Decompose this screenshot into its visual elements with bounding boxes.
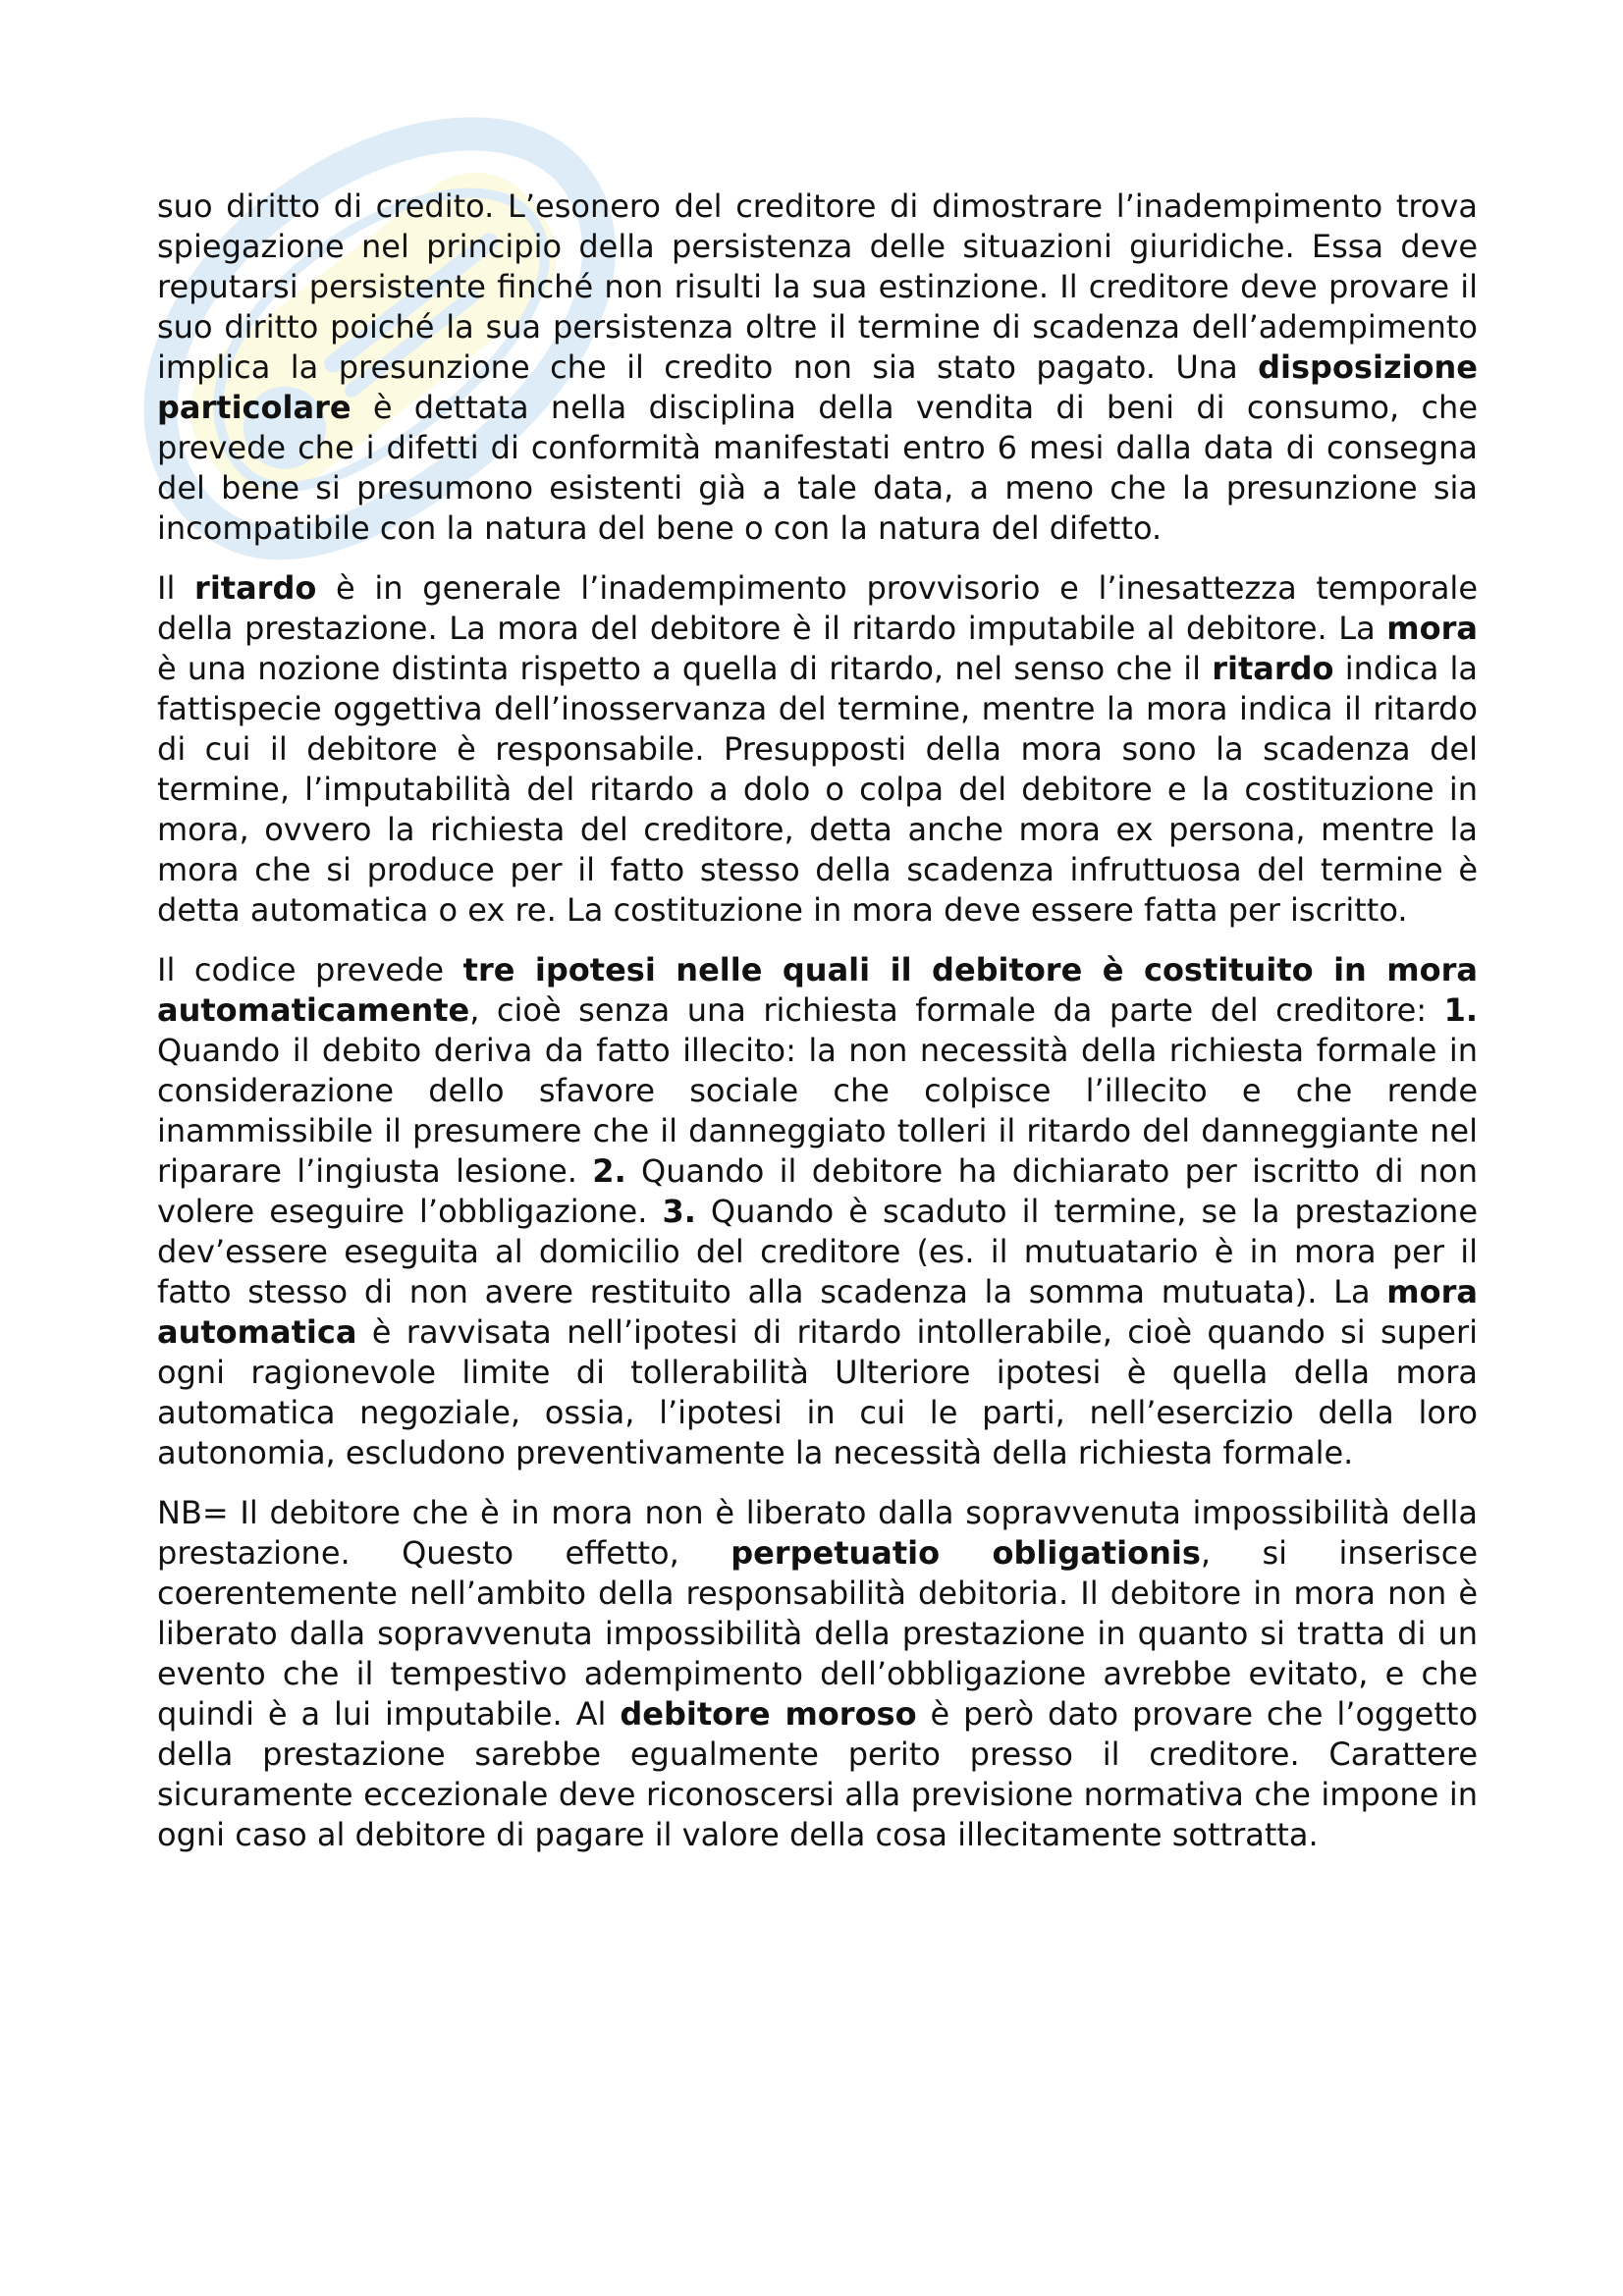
bold-text-run: perpetuatio obligationis bbox=[730, 1534, 1201, 1572]
document-body bbox=[157, 187, 1478, 1875]
paragraph bbox=[157, 950, 1478, 1473]
bold-text-run: mora bbox=[1386, 610, 1478, 647]
text-run: , cioè senza una richiesta formale da parte del creditore: bbox=[469, 991, 1444, 1029]
text-run: Quando il debitore ha dichiarato per iscritto di non volere eseguire l’obbligazione. bbox=[157, 1152, 1478, 1230]
text-run: è ravvisata nell’ipotesi di ritardo intollerabile, cioè quando si superi ogni ragionevole limite di tollerabilità Ulteriore ipotesi è quella della mora automatica negoziale, ossia, l’ipotesi in cui le parti, nell’esercizio della loro autonomia, escludono preventivamente la necessità della richiesta formale. bbox=[157, 1313, 1478, 1471]
bold-text-run: mora automatica bbox=[157, 1273, 1478, 1351]
paragraph bbox=[157, 187, 1478, 549]
text-run: è però dato provare che l’oggetto della prestazione sarebbe egualmente perito presso il creditore. Carattere sicuramente eccezionale deve riconoscersi alla previsione normativa che impone in ogni caso al debitore di pagare il valore della cosa illecitamente sottratta. bbox=[157, 1695, 1479, 1853]
bold-text-run: ritardo bbox=[194, 569, 317, 607]
text-run: Quando è scaduto il termine, se la prestazione dev’essere eseguita al domicilio del creditore (es. il mutuatario è in mora per il fatto stesso di non avere restituito alla scadenza la somma mutuata). La bbox=[157, 1193, 1479, 1310]
text-run: NB= Il debitore che è in mora non è liberato dalla sopravvenuta impossibilità della prestazione. Questo effetto, bbox=[157, 1494, 1478, 1572]
bold-text-run: disposizione particolare bbox=[157, 348, 1478, 426]
bold-text-run: 2. bbox=[592, 1152, 626, 1190]
bold-text-run: debitore moroso bbox=[620, 1695, 917, 1733]
paragraph bbox=[157, 1493, 1478, 1855]
text-run: , si inserisce coerentemente nell’ambito della responsabilità debitoria. Il debitore in mora non è liberato dalla sopravvenuta impossibilità della prestazione in quanto si tratta di un evento che il tempestivo adempimento dell’obbligazione avrebbe evitato, e che quindi è a lui imputabile. Al bbox=[157, 1534, 1479, 1733]
text-run: è dettata nella disciplina della vendita di beni di consumo, che prevede che i difetti di conformità manifestati entro 6 mesi dalla data di consegna del bene si presumono esistenti già a tale data, a meno che la presunzione sia incompatibile con la natura del bene o con la natura del difetto. bbox=[157, 389, 1478, 547]
bold-text-run: ritardo bbox=[1212, 650, 1334, 687]
text-run: Il bbox=[157, 569, 195, 607]
text-run: Quando il debito deriva da fatto illecito: la non necessità della richiesta formale in considerazione dello sfavore sociale che colpisce l’illecito e che rende inammissibile il presumere che il danneggiato tolleri il ritardo del danneggiante nel riparare l’ingiusta lesione. bbox=[157, 1032, 1478, 1190]
bold-text-run: 3. bbox=[662, 1193, 696, 1230]
bold-text-run: tre ipotesi nelle quali il debitore è costituito in mora automaticamente bbox=[157, 951, 1479, 1029]
text-run: indica la fattispecie oggettiva dell’inosservanza del termine, mentre la mora indica il ritardo di cui il debitore è responsabile. Presupposti della mora sono la scadenza del termine, l’imputabilità del ritardo a dolo o colpa del debitore e la costituzione in mora, ovvero la richiesta del creditore, detta anche mora ex persona, mentre la mora che si produce per il fatto stesso della scadenza infruttuosa del termine è detta automatica o ex re. La costituzione in mora deve essere fatta per iscritto. bbox=[157, 650, 1479, 929]
text-run: è una nozione distinta rispetto a quella di ritardo, nel senso che il bbox=[157, 650, 1213, 687]
text-run: suo diritto di credito. L’esonero del creditore di dimostrare l’inadempimento trova spiegazione nel principio della persistenza delle situazioni giuridiche. Essa deve reputarsi persistente finché non risulti la sua estinzione. Il creditore deve provare il suo diritto poiché la sua persistenza oltre il termine di scadenza dell’adempimento implica la presunzione che il credito non sia stato pagato. Una bbox=[157, 187, 1478, 386]
text-run: è in generale l’inadempimento provvisorio e l’inesattezza temporale della prestazione. La mora del debitore è il ritardo imputabile al debitore. La bbox=[157, 569, 1479, 647]
bold-text-run: 1. bbox=[1443, 991, 1478, 1029]
text-run: Il codice prevede bbox=[157, 951, 463, 988]
paragraph bbox=[157, 568, 1478, 931]
